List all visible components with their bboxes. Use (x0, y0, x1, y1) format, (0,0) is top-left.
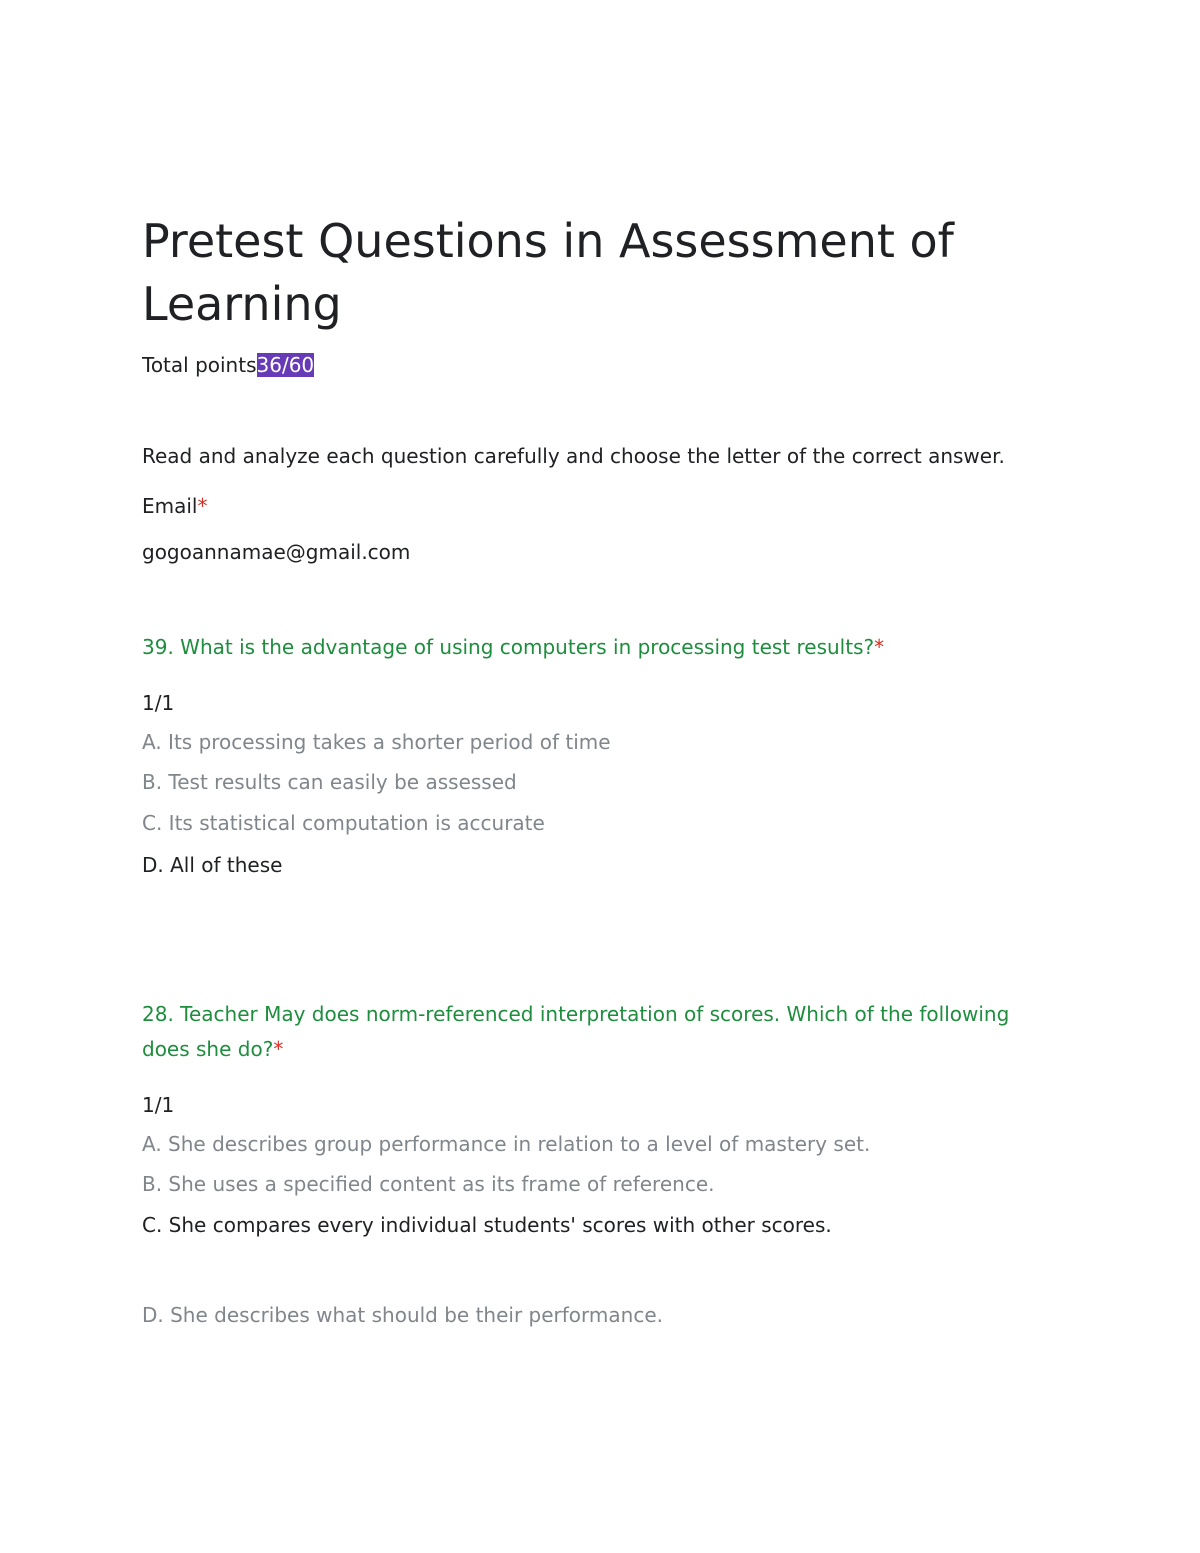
question-39-option-b: B. Test results can easily be assessed (142, 770, 517, 794)
question-39-option-d: D. All of these (142, 853, 283, 877)
question-28-option-b: B. She uses a specified content as its frame of reference. (142, 1172, 715, 1196)
total-points (142, 352, 314, 378)
question-39-option-c: C. Its statistical computation is accurate (142, 811, 545, 835)
question-39-text (142, 630, 1022, 665)
question-28-option-a: A. She describes group performance in relation to a level of mastery set. (142, 1132, 871, 1156)
email-value: gogoannamae@gmail.com (142, 540, 411, 564)
total-score-badge: 36/60 (256, 353, 315, 377)
form-description: Read and analyze each question carefully and choose the letter of the correct answer. (142, 444, 1005, 468)
required-asterisk: * (874, 635, 885, 659)
total-points-label: Total points (142, 353, 257, 377)
email-label-text: Email (142, 494, 198, 518)
question-28-option-d: D. She describes what should be their performance. (142, 1303, 663, 1327)
email-label (142, 493, 208, 519)
question-28-option-c: C. She compares every individual students' scores with other scores. (142, 1213, 832, 1237)
question-39-score: 1/1 (142, 691, 175, 715)
form-title: Pretest Questions in Assessment of Learning (142, 214, 954, 331)
question-28-score: 1/1 (142, 1093, 175, 1117)
required-asterisk: * (197, 494, 208, 518)
question-text: 28. Teacher May does norm-referenced interpretation of scores. Which of the following does she do? (142, 1002, 1010, 1061)
required-asterisk: * (273, 1037, 284, 1061)
question-text: 39. What is the advantage of using computers in processing test results? (142, 635, 875, 659)
question-39-option-a: A. Its processing takes a shorter period of time (142, 730, 611, 754)
question-28-text (142, 997, 1022, 1067)
